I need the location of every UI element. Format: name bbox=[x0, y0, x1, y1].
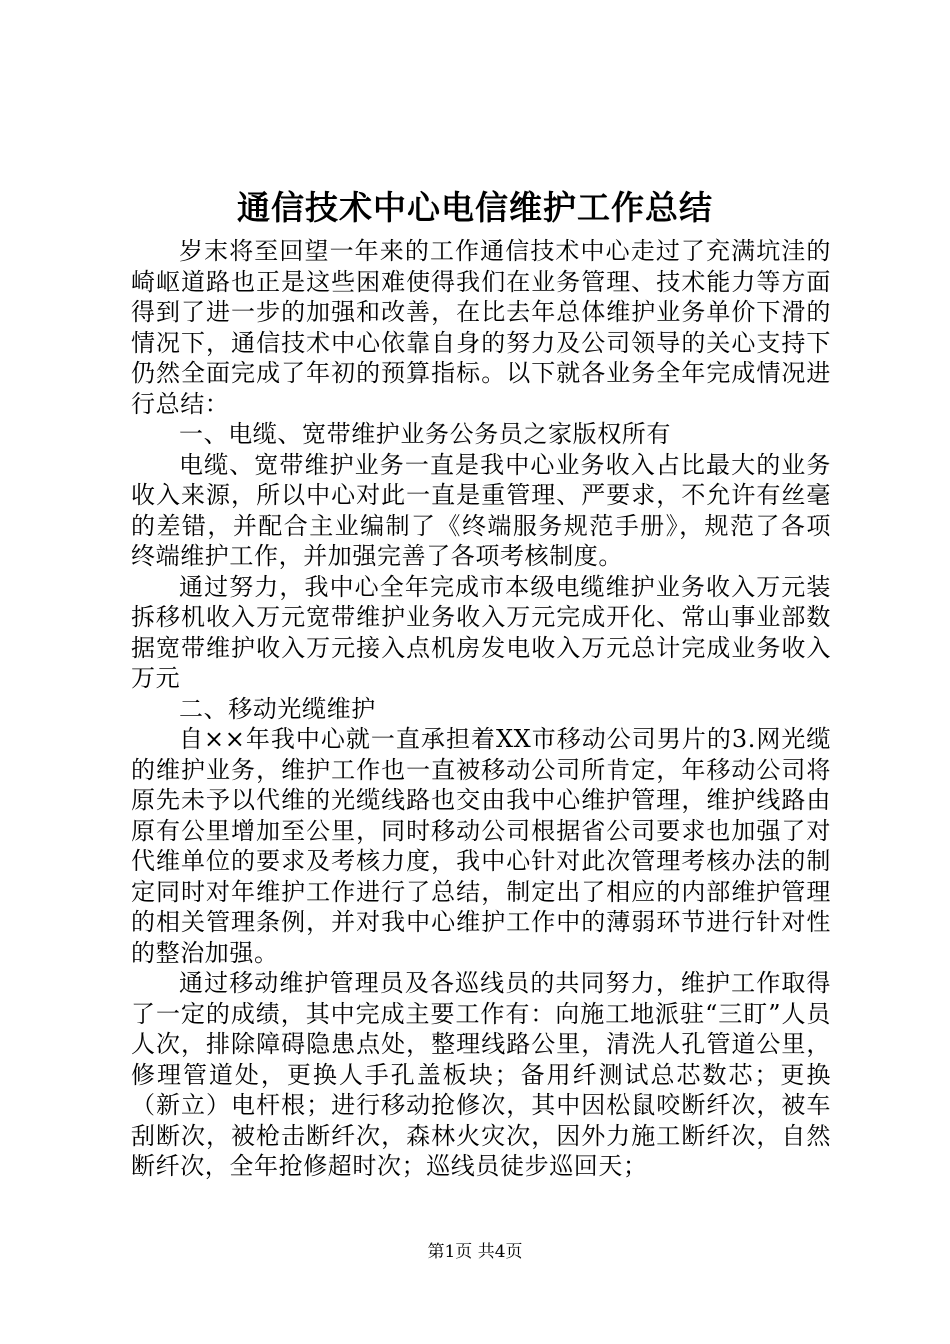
paragraph-intro: 岁末将至回望一年来的工作通信技术中心走过了充满坑洼的崎岖道路也正是这些困难使得我们在业务管理、技术能力等方面得到了进一步的加强和改善，在比去年总体维护业务单价下滑的情况下，通信技术中心依靠自身的努力及公司领导的关心支持下仍然全面完成了年初的预算指标。以下就各业务全年完成情况进行总结： bbox=[131, 237, 831, 418]
paragraph-cable-broadband: 电缆、宽带维护业务一直是我中心业务收入占比最大的业务收入来源，所以中心对此一直是重管理、严要求，不允许有丝毫的差错，并配合主业编制了《终端服务规范手册》，规范了各项终端维护工作，并加强完善了各项考核制度。 bbox=[131, 450, 831, 570]
document-body bbox=[131, 236, 831, 1182]
page-number-footer: 第1页 共4页 bbox=[427, 1242, 523, 1262]
section-heading-cable-broadband: 一、电缆、宽带维护业务公务员之家版权所有 bbox=[179, 420, 671, 448]
paragraph-achievements: 通过移动维护管理员及各巡线员的共同努力，维护工作取得了一定的成绩，其中完成主要工作有：向施工地派驻“三盯”人员人次，排除障碍隐患点处，整理线路公里，清洗人孔管道公里，修理管道处，更换人手孔盖板块；备用纤测试总芯数芯；更换（新立）电杆根；进行移动抢修次，其中因松鼠咬断纤次，被车刮断次，被枪击断纤次，森林火灾次，因外力施工断纤次，自然断纤次，全年抢修超时次；巡线员徒步巡回天； bbox=[131, 969, 831, 1180]
paragraph-revenue: 通过努力，我中心全年完成市本级电缆维护业务收入万元装拆移机收入万元宽带维护业务收入万元完成开化、常山事业部数据宽带维护收入万元接入点机房发电收入万元总计完成业务收入万元 bbox=[131, 572, 831, 692]
section-heading-mobile-fiber: 二、移动光缆维护 bbox=[179, 694, 376, 723]
paragraph-mobile-fiber: 自××年我中心就一直承担着XX市移动公司男片的3.网光缆的维护业务，维护工作也一直被移动公司所肯定，年移动公司将原先未予以代维的光缆线路也交由我中心维护管理，维护线路由原有公里增加至公里，同时移动公司根据省公司要求也加强了对代维单位的要求及考核力度，我中心针对此次管理考核办法的制定同时对年维护工作进行了总结，制定出了相应的内部维护管理的相关管理条例，并对我中心维护工作中的薄弱环节进行针对性的整治加强。 bbox=[131, 725, 831, 967]
document-title: 通信技术中心电信维护工作总结 bbox=[237, 188, 713, 227]
